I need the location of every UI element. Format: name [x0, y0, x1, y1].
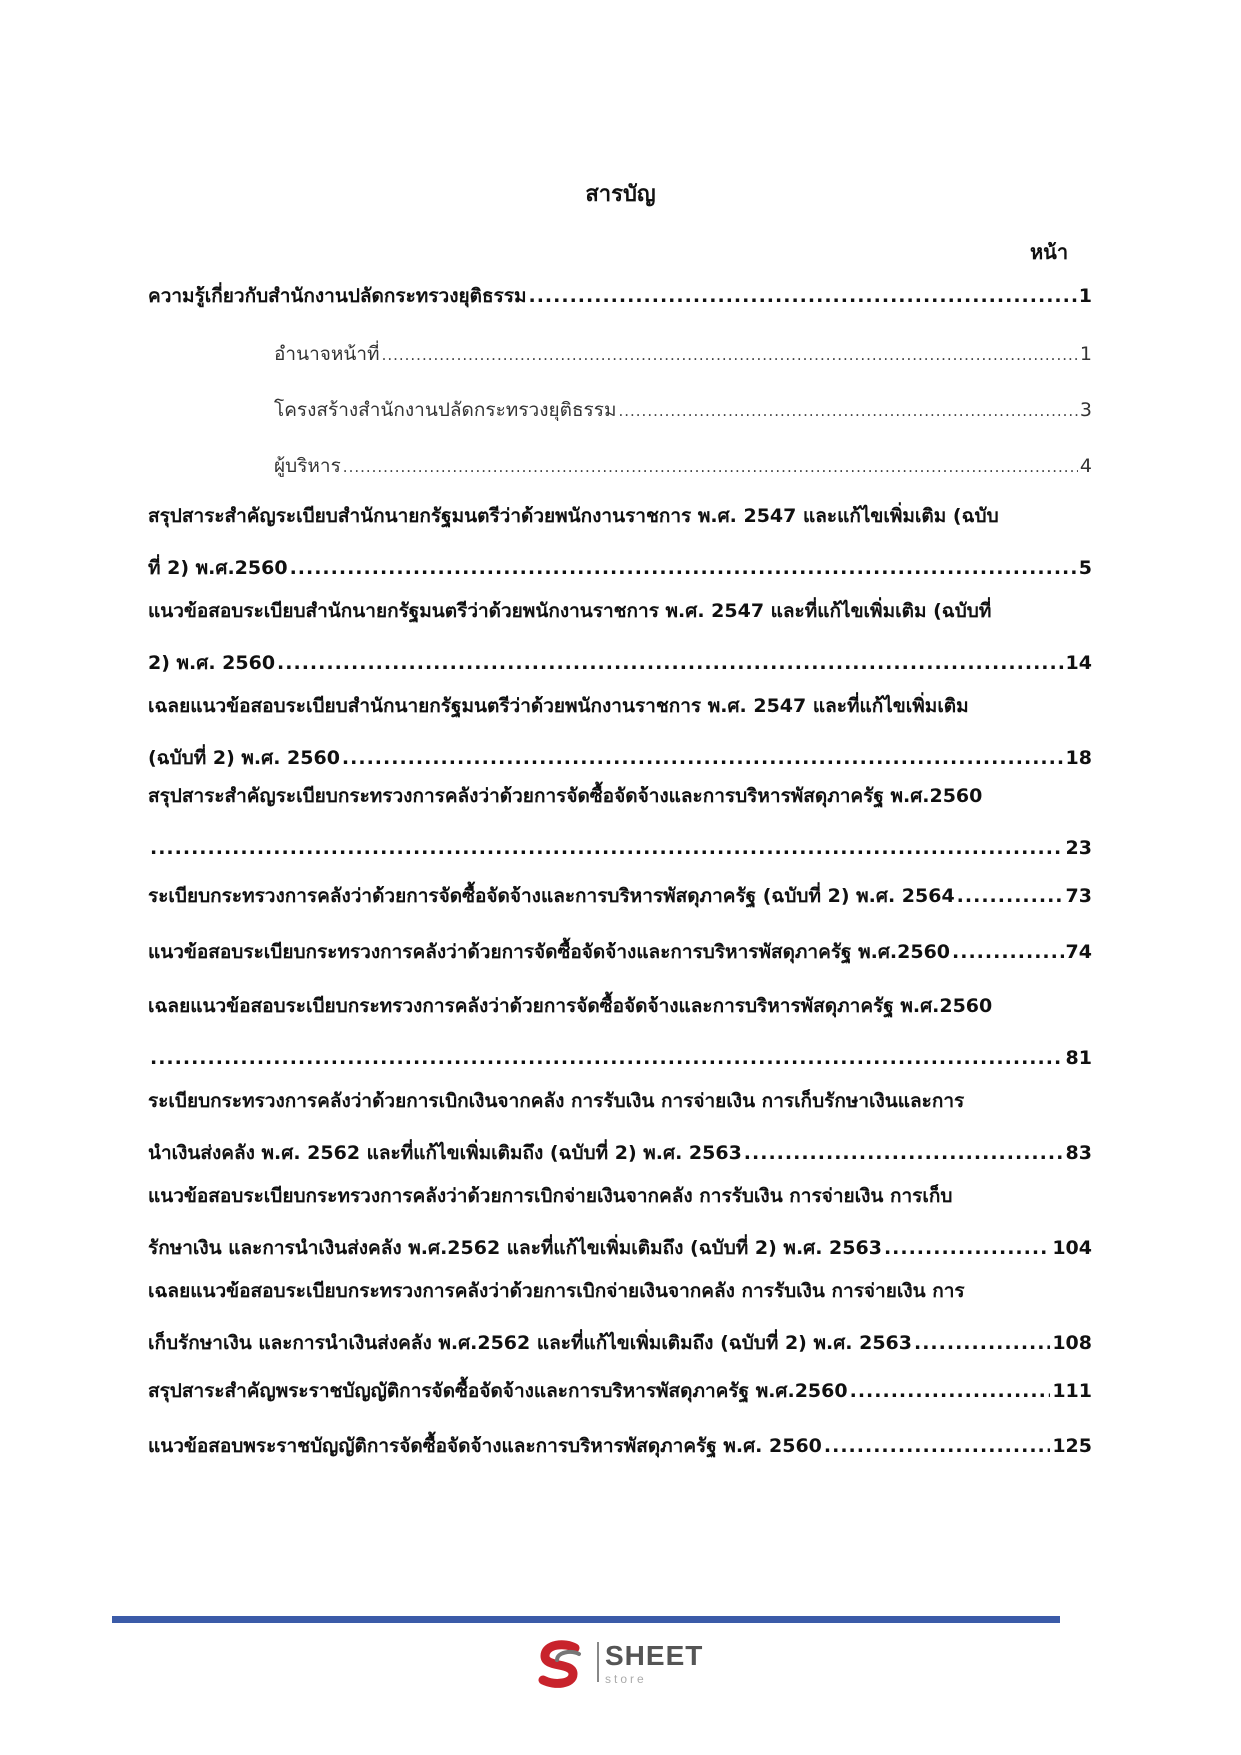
- toc-title: สารบัญ: [585, 182, 656, 207]
- dot-leader: [824, 1420, 1050, 1472]
- toc-entry-text: แนวข้อสอบระเบียบสำนักนายกรัฐมนตรีว่าด้วยพนักงานราชการ พ.ศ. 2547 และที่แก้ไขเพิ่มเติม (ฉบับที่: [148, 600, 992, 622]
- toc-page-number: 14: [1065, 652, 1092, 674]
- toc-entry: [148, 585, 1092, 689]
- toc-entry-text: แนวข้อสอบพระราชบัญญัติการจัดซื้อจัดจ้างและการบริหารพัสดุภาครัฐ พ.ศ. 2560: [148, 1435, 822, 1457]
- toc-entry-text: ระเบียบกระทรวงการคลังว่าด้วยการจัดซื้อจัดจ้างและการบริหารพัสดุภาครัฐ (ฉบับที่ 2) พ.ศ. 2564: [148, 885, 955, 907]
- toc-entry-text: ความรู้เกี่ยวกับสำนักงานปลัดกระทรวงยุติธรรม: [148, 285, 527, 307]
- dot-leader: [952, 926, 1064, 978]
- toc-subentry: [274, 440, 1092, 493]
- toc-entry-text: นำเงินส่งคลัง พ.ศ. 2562 และที่แก้ไขเพิ่มเติมถึง (ฉบับที่ 2) พ.ศ. 2563: [148, 1142, 742, 1164]
- toc-subentry: [274, 328, 1092, 381]
- toc-entry: [148, 490, 1092, 594]
- toc-page-number: 81: [1065, 1047, 1092, 1069]
- toc-entry-row: [274, 440, 1092, 493]
- toc-entry-text: ผู้บริหาร: [274, 455, 341, 477]
- toc-entry-text: (ฉบับที่ 2) พ.ศ. 2560: [148, 747, 340, 769]
- toc-entry-row: [274, 328, 1092, 381]
- toc-page-number: 18: [1065, 747, 1092, 769]
- toc-entry-text: เฉลยแนวข้อสอบระเบียบกระทรวงการคลังว่าด้วยการเบิกจ่ายเงินจากคลัง การรับเงิน การจ่ายเงิน การ: [148, 1280, 965, 1302]
- toc-page-number: 3: [1079, 399, 1092, 421]
- dot-leader: [850, 1365, 1051, 1417]
- toc-entry-text: อำนาจหน้าที่: [274, 343, 380, 365]
- toc-entry-text: แนวข้อสอบระเบียบกระทรวงการคลังว่าด้วยการเบิกจ่ายเงินจากคลัง การรับเงิน การจ่ายเงิน การเก็บ: [148, 1185, 953, 1207]
- page-column-header: หน้า: [1030, 240, 1069, 264]
- toc-entry-text: ระเบียบกระทรวงการคลังว่าด้วยการเบิกเงินจากคลัง การรับเงิน การจ่ายเงิน การเก็บรักษาเงินและการ: [148, 1090, 965, 1112]
- toc-entry-text: สรุปสาระสำคัญพระราชบัญญัติการจัดซื้อจัดจ้างและการบริหารพัสดุภาครัฐ พ.ศ.2560: [148, 1380, 848, 1402]
- toc-entry-text: สรุปสาระสำคัญระเบียบกระทรวงการคลังว่าด้วยการจัดซื้อจัดจ้างและการบริหารพัสดุภาครัฐ พ.ศ.2560: [148, 785, 983, 807]
- toc-entry-row: [148, 1365, 1092, 1417]
- toc-entry-text: รักษาเงิน และการนำเงินส่งคลัง พ.ศ.2562 และที่แก้ไขเพิ่มเติมถึง (ฉบับที่ 2) พ.ศ. 2563: [148, 1237, 882, 1259]
- logo-separator: [597, 1642, 599, 1682]
- toc-entry-row: [148, 870, 1092, 922]
- toc-page-number: 83: [1065, 1142, 1092, 1164]
- logo-wordmark: SHEET: [605, 1640, 704, 1671]
- toc-page-number: 4: [1079, 455, 1092, 477]
- toc-entry: [148, 1265, 1092, 1369]
- toc-entry-text: 2) พ.ศ. 2560: [148, 652, 276, 674]
- toc-entry-text: เก็บรักษาเงิน และการนำเงินส่งคลัง พ.ศ.2562 และที่แก้ไขเพิ่มเติมถึง (ฉบับที่ 2) พ.ศ. 2563: [148, 1332, 912, 1354]
- toc-entry-row: [148, 1317, 1092, 1369]
- toc-entry-row: [148, 270, 1092, 322]
- toc-entry: [148, 1420, 1092, 1472]
- toc-entry: [148, 1365, 1092, 1417]
- toc-page-number: 125: [1052, 1435, 1092, 1457]
- toc-entry-row: [148, 926, 1092, 978]
- dot-leader: [382, 329, 1078, 381]
- footer-divider: [112, 1616, 1060, 1623]
- dot-leader: [957, 870, 1064, 922]
- logo-subtext: store: [605, 1672, 647, 1686]
- toc-page-number: 5: [1078, 557, 1092, 579]
- sheet-store-logo: [535, 1636, 705, 1696]
- sheet-store-logo-icon: [535, 1640, 587, 1690]
- toc-subentry: [274, 384, 1092, 437]
- toc-entry: [148, 870, 1092, 922]
- toc-page-number: 73: [1065, 885, 1092, 907]
- toc-entry-text: เฉลยแนวข้อสอบระเบียบสำนักนายกรัฐมนตรีว่าด้วยพนักงานราชการ พ.ศ. 2547 และที่แก้ไขเพิ่มเติม: [148, 695, 969, 717]
- toc-page-number: 1: [1078, 285, 1092, 307]
- toc-entry-row: [148, 822, 1092, 874]
- toc-entry-text: เฉลยแนวข้อสอบระเบียบกระทรวงการคลังว่าด้วยการจัดซื้อจัดจ้างและการบริหารพัสดุภาครัฐ พ.ศ.2560: [148, 995, 993, 1017]
- toc-entry: [148, 980, 1092, 1084]
- toc-entry-row: [148, 1420, 1092, 1472]
- toc-entry-text: ที่ 2) พ.ศ.2560: [148, 557, 288, 579]
- toc-entry: [148, 770, 1092, 874]
- toc-entry-text: สรุปสาระสำคัญระเบียบสำนักนายกรัฐมนตรีว่าด้วยพนักงานราชการ พ.ศ. 2547 และแก้ไขเพิ่มเติม (ฉบับ: [148, 505, 999, 527]
- toc-entry: [148, 680, 1092, 784]
- toc-entry: [148, 270, 1092, 322]
- dot-leader: [528, 270, 1076, 322]
- toc-entry: [148, 1075, 1092, 1179]
- toc-page-number: 23: [1065, 837, 1092, 859]
- toc-entry-text: แนวข้อสอบระเบียบกระทรวงการคลังว่าด้วยการจัดซื้อจัดจ้างและการบริหารพัสดุภาครัฐ พ.ศ.2560: [148, 941, 951, 963]
- toc-page-number: 111: [1052, 1380, 1092, 1402]
- toc-entry-row: [274, 384, 1092, 437]
- dot-leader: [914, 1317, 1050, 1369]
- toc-entry-text: โครงสร้างสำนักงานปลัดกระทรวงยุติธรรม: [274, 399, 617, 421]
- toc-page-number: 108: [1052, 1332, 1092, 1354]
- toc-entry: [148, 1170, 1092, 1274]
- dot-leader: [150, 822, 1064, 874]
- toc-entry: [148, 926, 1092, 978]
- toc-page-number: 1: [1079, 343, 1092, 365]
- toc-page-number: 74: [1065, 941, 1092, 963]
- dot-leader: [343, 441, 1078, 493]
- toc-page-number: 104: [1052, 1237, 1092, 1259]
- dot-leader: [618, 385, 1077, 437]
